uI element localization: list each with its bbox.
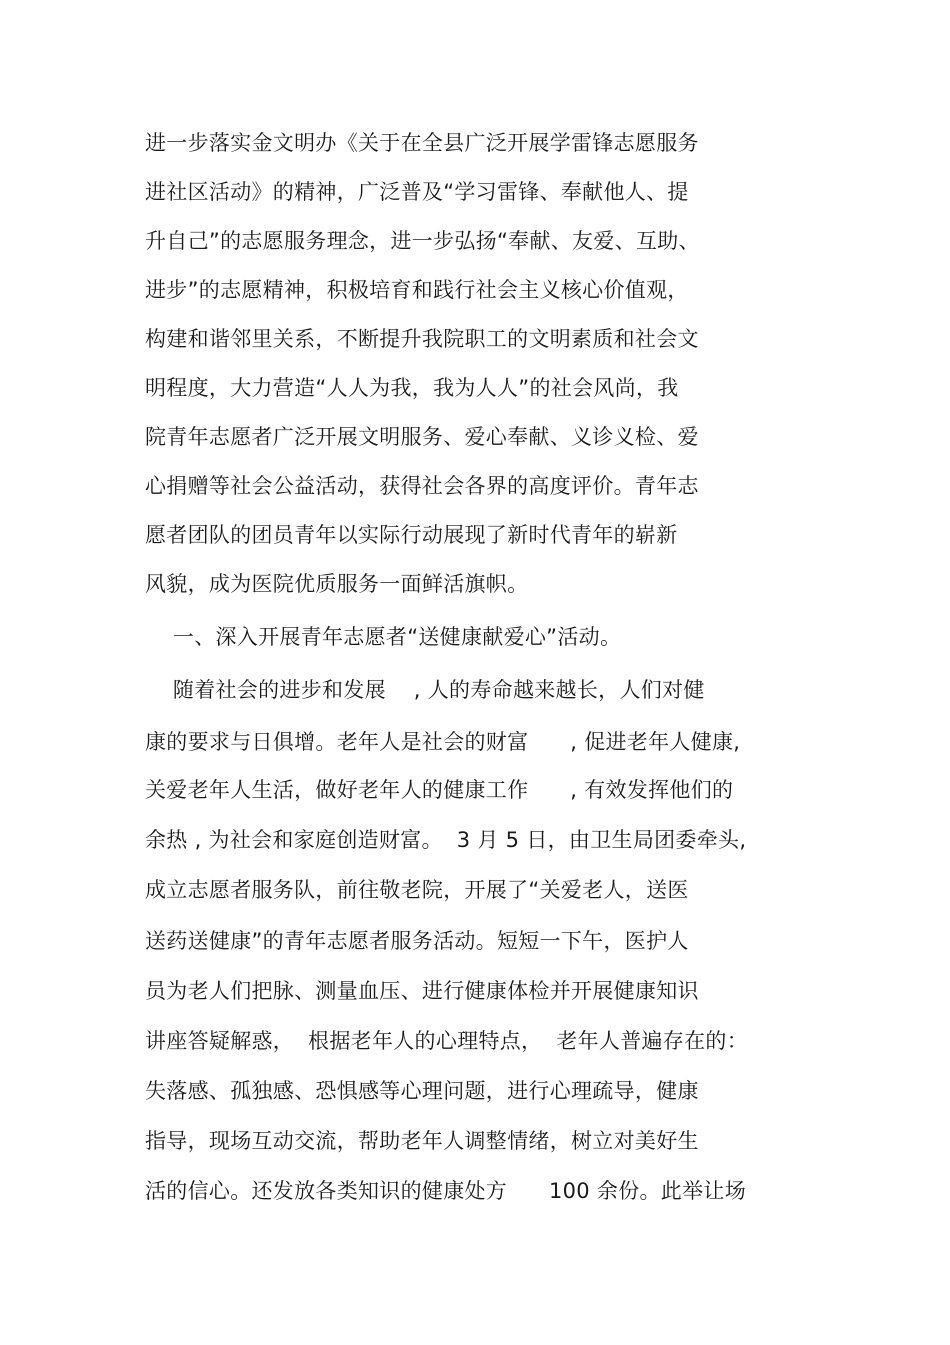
section-heading: 一、深入开展青年志愿者“送健康献爱心”活动。 [145, 625, 622, 649]
text-line: 指导，现场互动交流，帮助老年人调整情绪，树立对美好生 [145, 1129, 699, 1153]
text-line: 院青年志愿者广泛开展文明服务、爱心奉献、义诊义检、爱 [145, 425, 699, 449]
text-line: 进社区活动》的精神，广泛普及“学习雷锋、奉献他人、提 [145, 180, 689, 204]
text-line: 进步”的志愿精神，积极培育和践行社会主义核心价值观， [145, 278, 689, 302]
text-line: 愿者团队的团员青年以实际行动展现了新时代青年的崭新 [145, 523, 678, 547]
text-line: 关爱老年人生活，做好老年人的健康工作 , 有效发挥他们的 [145, 778, 734, 802]
text-line: 升自己”的志愿服务理念，进一步弘扬“奉献、友爱、互助、 [145, 229, 700, 253]
text-line: 活的信心。还发放各类知识的健康处方 100 余份。此举让场 [145, 1179, 747, 1203]
text-line: 讲座答疑解惑， 根据老年人的心理特点， 老年人普遍存在的： [145, 1029, 748, 1053]
text-line: 随着社会的进步和发展 , 人的寿命越来越长，人们对健 [145, 678, 705, 702]
text-line: 风貌，成为医院优质服务一面鲜活旗帜。 [145, 572, 529, 596]
text-line: 构建和谐邻里关系，不断提升我院职工的文明素质和社会文 [145, 327, 699, 351]
text-line: 进一步落实金文明办《关于在全县广泛开展学雷锋志愿服务 [145, 131, 699, 155]
text-line: 康的要求与日俱增。老年人是社会的财富 , 促进老年人健康, [145, 730, 741, 754]
text-line: 成立志愿者服务队，前往敬老院，开展了“关爱老人，送医 [145, 878, 689, 902]
text-line: 明程度，大力营造“人人为我，我为人人”的社会风尚，我 [145, 376, 679, 400]
text-line: 送药送健康”的青年志愿者服务活动。短短一下午，医护人 [145, 929, 689, 953]
text-line: 余热 , 为社会和家庭创造财富。 3 月 5 日，由卫生局团委牵头, [145, 828, 747, 852]
text-line: 失落感、孤独感、恐惧感等心理问题，进行心理疏导，健康 [145, 1079, 699, 1103]
text-line: 员为老人们把脉、测量血压、进行健康体检并开展健康知识 [145, 979, 699, 1003]
text-line: 心捐赠等社会公益活动，获得社会各界的高度评价。青年志 [145, 474, 699, 498]
